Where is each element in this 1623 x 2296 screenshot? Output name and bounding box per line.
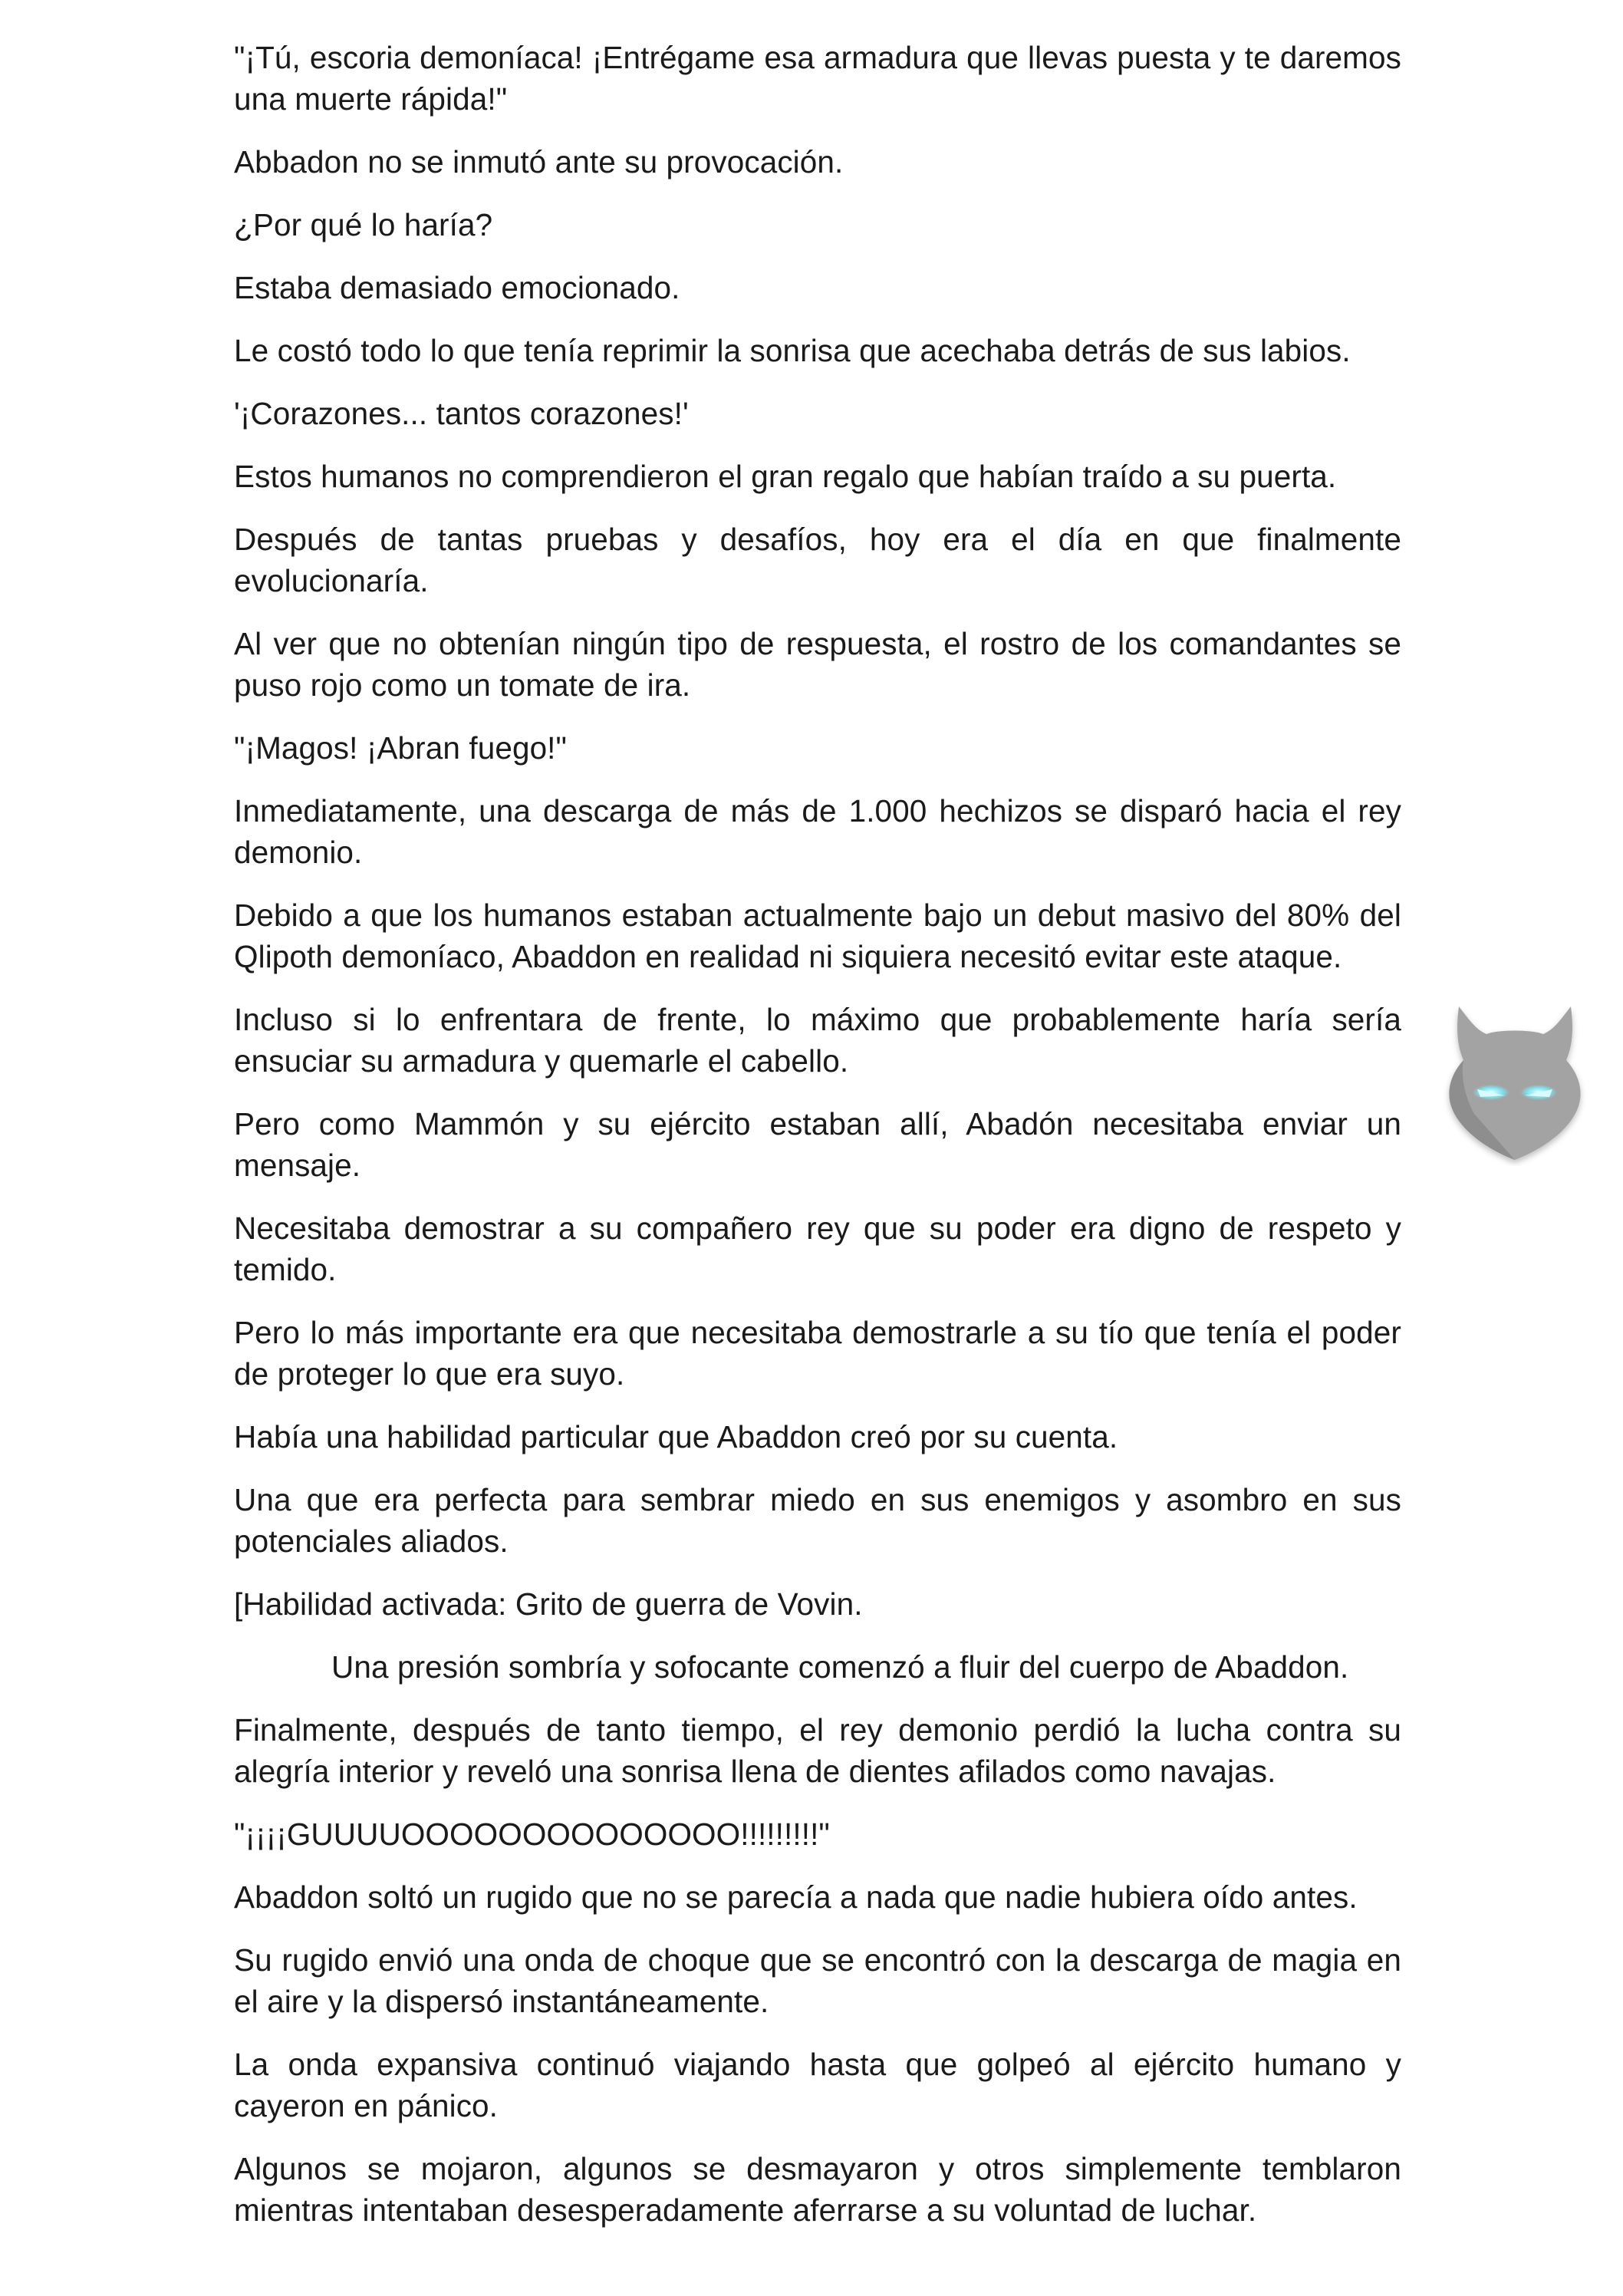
paragraph-26: Algunos se mojaron, algunos se desmayaron y otros simplemente temblaron mientras intentaban desesperadamente aferrarse a su voluntad de luchar. xyxy=(234,2151,1401,2228)
paragraph-8: Después de tantas pruebas y desafíos, hoy era el día en que finalmente evolucionaría. xyxy=(234,522,1401,598)
paragraph-13: Incluso si lo enfrentara de frente, lo máximo que probablemente haría sería ensuciar su armadura y quemarle el cabello. xyxy=(234,1002,1401,1079)
paragraph-23: Abaddon soltó un rugido que no se parecía a nada que nadie hubiera oído antes. xyxy=(234,1879,1358,1915)
demon-head-icon xyxy=(1444,999,1586,1166)
paragraph-3: ¿Por qué lo haría? xyxy=(234,207,493,242)
paragraph-24: Su rugido envió una onda de choque que se encontró con la descarga de magia en el aire y la dispersó instantáneamente. xyxy=(234,1942,1401,2019)
paragraph-18: Una que era perfecta para sembrar miedo en sus enemigos y asombro en sus potenciales aliados. xyxy=(234,1482,1401,1559)
paragraph-17: Había una habilidad particular que Abaddon creó por su cuenta. xyxy=(234,1419,1118,1454)
paragraph-21: Finalmente, después de tanto tiempo, el rey demonio perdió la lucha contra su alegría interior y reveló una sonrisa llena de dientes afilados como navajas. xyxy=(234,1712,1401,1789)
paragraph-16: Pero lo más importante era que necesitaba demostrarle a su tío que tenía el poder de proteger lo que era suyo. xyxy=(234,1315,1401,1392)
paragraph-11: Inmediatamente, una descarga de más de 1.000 hechizos se disparó hacia el rey demonio. xyxy=(234,793,1401,870)
paragraph-15: Necesitaba demostrar a su compañero rey que su poder era digno de respeto y temido. xyxy=(234,1211,1401,1287)
paragraph-25: La onda expansiva continuó viajando hasta que golpeó al ejército humano y cayeron en pánico. xyxy=(234,2047,1401,2123)
paragraph-9: Al ver que no obtenían ningún tipo de respuesta, el rostro de los comandantes se puso rojo como un tomate de ira. xyxy=(234,626,1401,703)
paragraph-12: Debido a que los humanos estaban actualmente bajo un debut masivo del 80% del Qlipoth demoníaco, Abaddon en realidad ni siquiera necesitó evitar este ataque. xyxy=(234,898,1401,974)
paragraph-4: Estaba demasiado emocionado. xyxy=(234,270,680,305)
document-body xyxy=(234,37,1401,2252)
paragraph-2: Abbadon no se inmutó ante su provocación. xyxy=(234,144,844,180)
paragraph-5: Le costó todo lo que tenía reprimir la sonrisa que acechaba detrás de sus labios. xyxy=(234,333,1351,368)
paragraph-6: '¡Corazones... tantos corazones!' xyxy=(234,396,689,431)
paragraph-22: "¡¡¡¡GUUUUOOOOOOOOOOOOOO!!!!!!!!!" xyxy=(234,1817,830,1852)
paragraph-19: [Habilidad activada: Grito de guerra de Vovin. xyxy=(234,1586,863,1622)
paragraph-14: Pero como Mammón y su ejército estaban allí, Abadón necesitaba enviar un mensaje. xyxy=(234,1106,1401,1183)
paragraph-20: Una presión sombría y sofocante comenzó a fluir del cuerpo de Abaddon. xyxy=(331,1649,1349,1685)
paragraph-1: "¡Tú, escoria demoníaca! ¡Entrégame esa armadura que llevas puesta y te daremos una muerte rápida!" xyxy=(234,40,1401,117)
paragraph-10: "¡Magos! ¡Abran fuego!" xyxy=(234,730,568,766)
paragraph-7: Estos humanos no comprendieron el gran regalo que habían traído a su puerta. xyxy=(234,459,1337,494)
